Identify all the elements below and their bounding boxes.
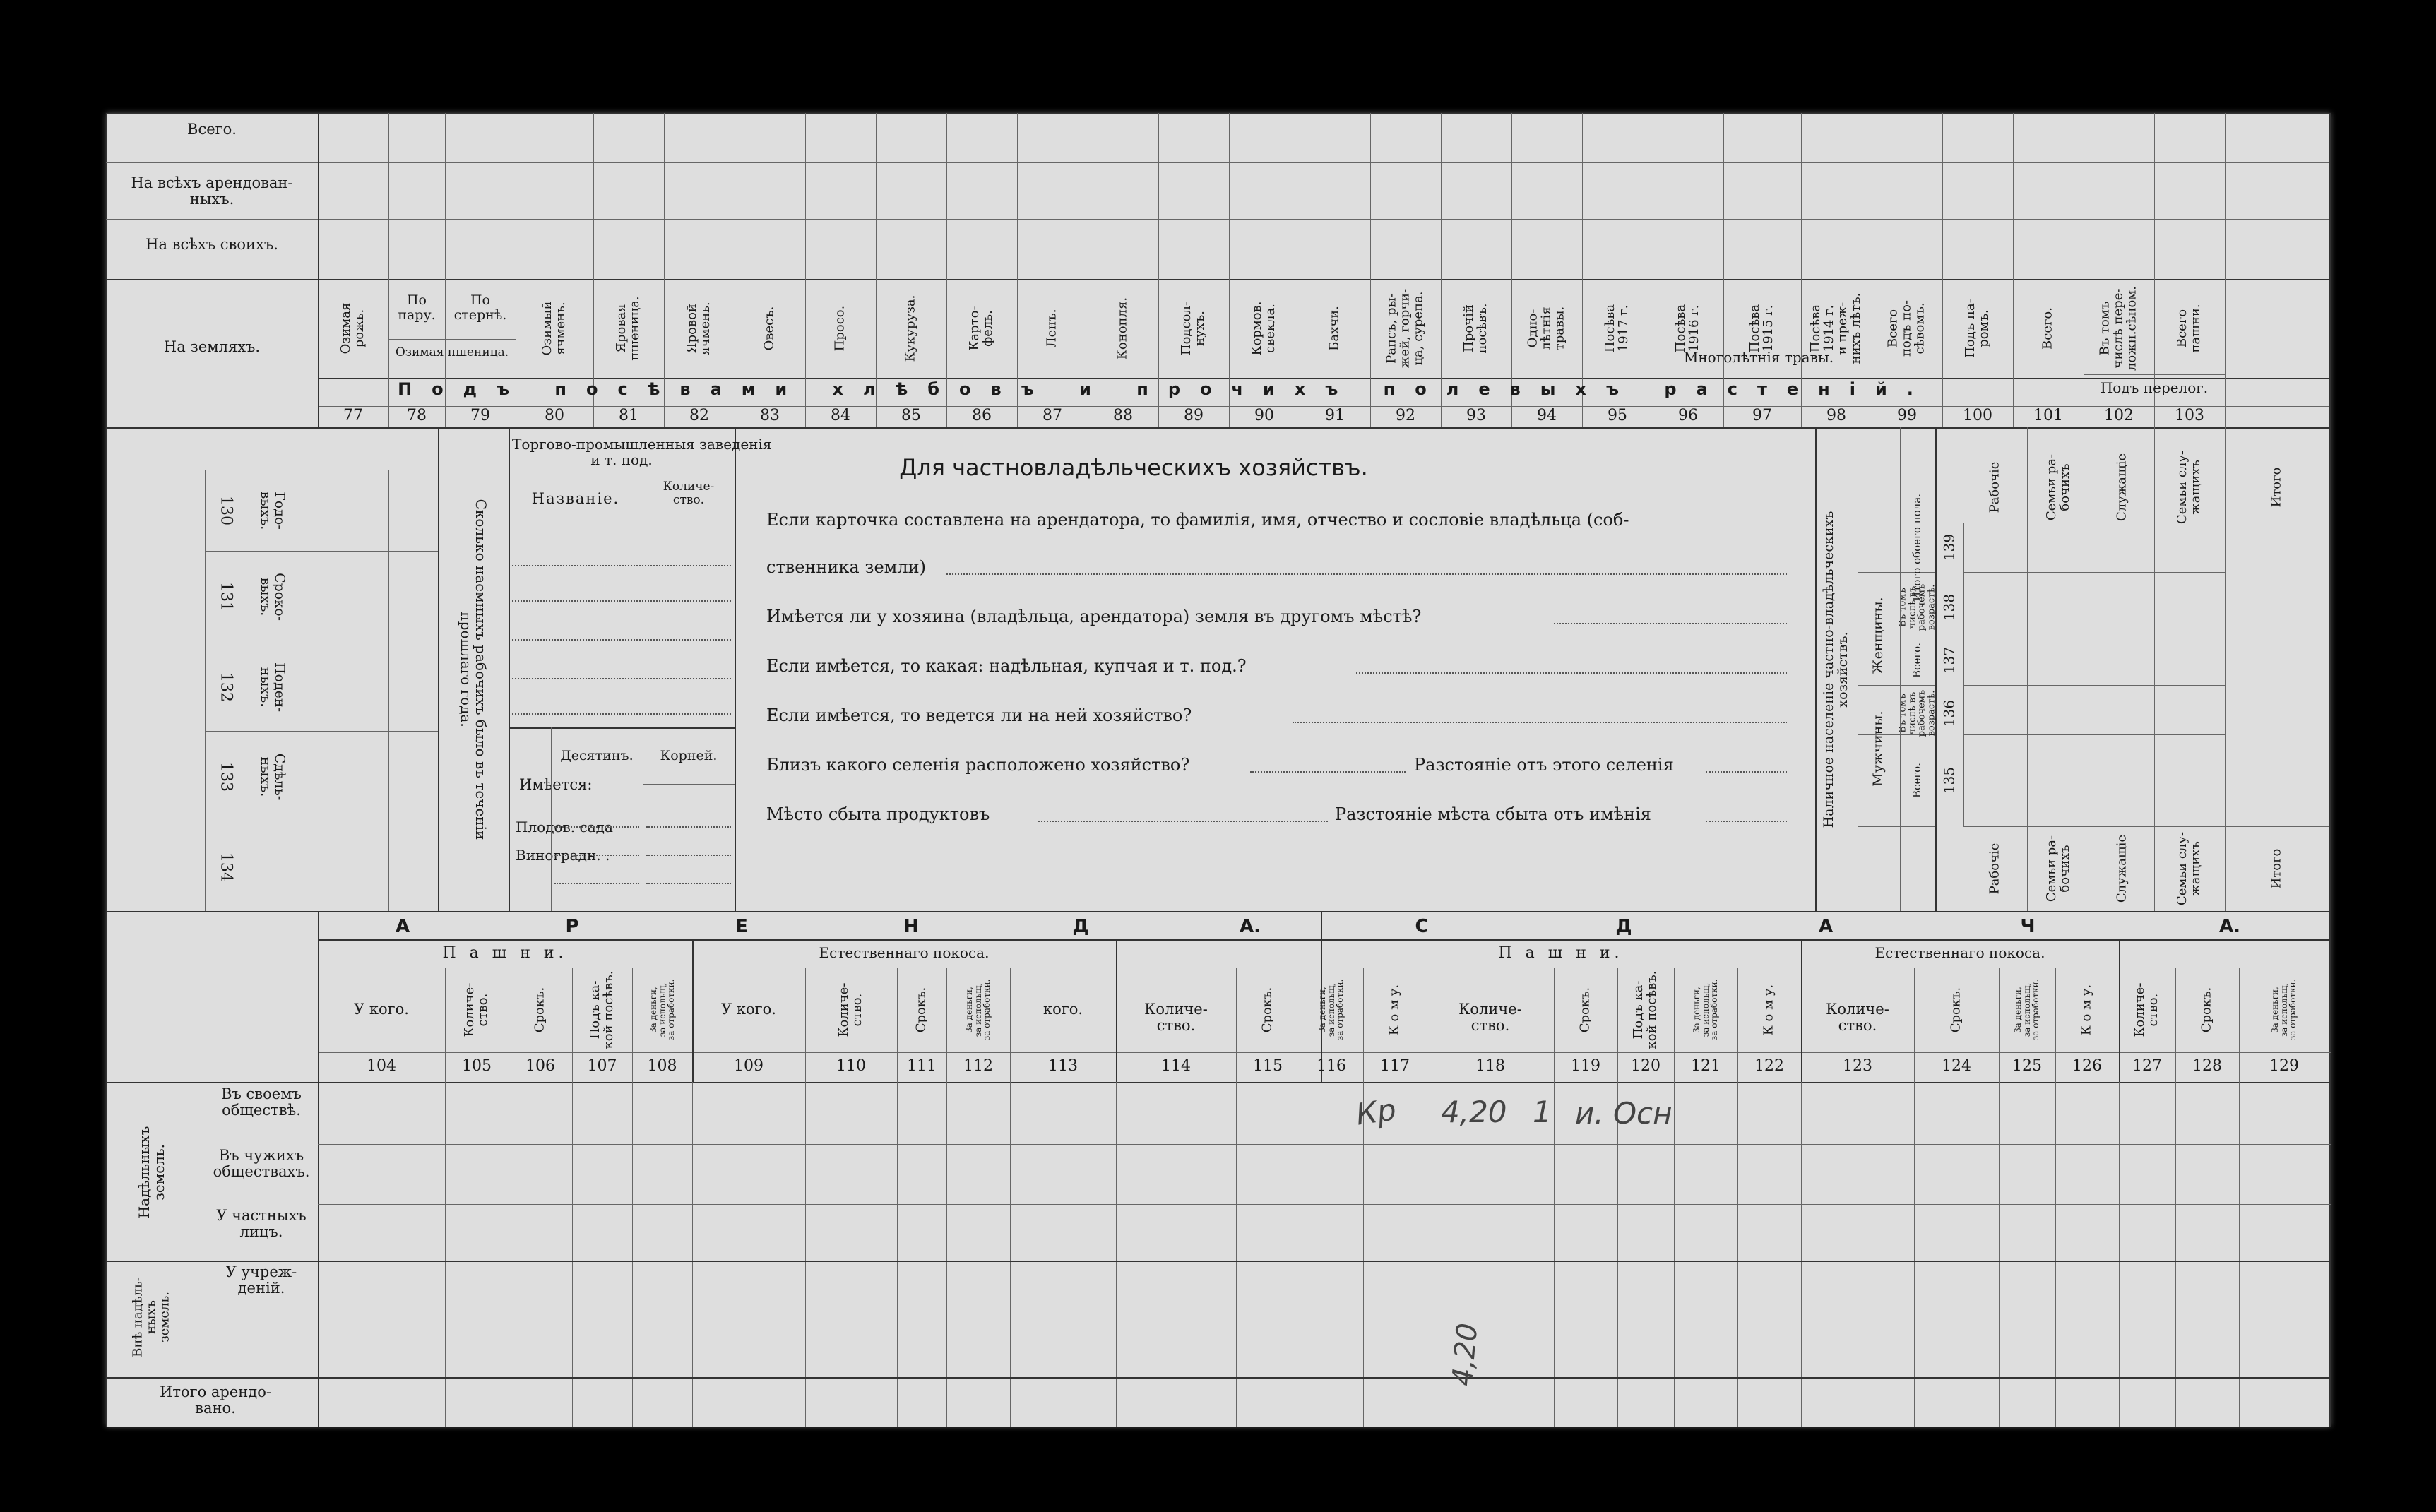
dotted-line bbox=[1293, 722, 1787, 723]
rule-v bbox=[897, 968, 898, 1427]
bottom-column-number: 117 bbox=[1380, 1057, 1410, 1075]
trade-qty: Количе- ство. bbox=[663, 480, 715, 507]
sdacha-letter: А. bbox=[2219, 916, 2240, 937]
rule-v bbox=[1617, 968, 1618, 1427]
right-col-header: Рабочiе bbox=[1987, 461, 2002, 513]
column-number: 94 bbox=[1537, 407, 1557, 424]
sdacha-letter: С bbox=[1415, 916, 1429, 937]
bottom-column-number: 108 bbox=[647, 1057, 677, 1075]
column-header: Посѣва 1917 г. bbox=[1603, 304, 1631, 353]
bottom-column-number: 105 bbox=[462, 1057, 492, 1075]
column-header: Посѣва 1915 г. bbox=[1747, 304, 1776, 353]
pod-posevami-banner: Подъ посѣвами хлѣбовъ и прочихъ полевыхъ растенiй. bbox=[398, 379, 1933, 399]
rule-v bbox=[205, 470, 206, 911]
rule-v bbox=[106, 113, 107, 1427]
rule-h bbox=[318, 939, 2331, 941]
column-header: Рапсъ, ры- жей, горчи- ца, сурепа. bbox=[1384, 288, 1426, 369]
left-col-label: Сроко- выхъ. bbox=[258, 573, 287, 621]
rule-h bbox=[106, 911, 2331, 912]
bottom-column-header: Срокъ. bbox=[1577, 987, 1593, 1033]
question-6a: Мѣсто сбыта продуктовъ bbox=[766, 804, 990, 824]
rule-v bbox=[2239, 968, 2240, 1427]
right-col-footer: Семьи слу- жащихъ bbox=[2175, 831, 2203, 906]
bottom-column-header: За деньги, за испольщ, за отработки. bbox=[648, 979, 676, 1041]
column-number: 85 bbox=[901, 407, 921, 424]
row-label: Въ чужихъ обществахъ. bbox=[213, 1147, 310, 1181]
column-header: Овесъ. bbox=[761, 306, 777, 351]
bottom-column-header: кого. bbox=[1042, 1001, 1083, 1018]
rule-v bbox=[2329, 113, 2331, 427]
rule-v bbox=[1674, 968, 1675, 1427]
right-col-footer: Итого bbox=[2269, 848, 2284, 889]
dotted-line bbox=[512, 565, 731, 566]
right-col-footer: Рабочiе bbox=[1987, 843, 2002, 895]
column-number: 93 bbox=[1466, 407, 1486, 424]
handwritten-entry: Кр bbox=[1353, 1092, 1398, 1132]
rule-v bbox=[735, 427, 736, 911]
rule-v bbox=[318, 911, 319, 1427]
row-label: Итого арендо- вано. bbox=[160, 1383, 271, 1417]
handwritten-entry: и. Осн bbox=[1575, 1096, 1672, 1131]
column-header: Всего подъ по- сѣвомъ. bbox=[1885, 299, 1927, 357]
rule-h bbox=[1963, 734, 2225, 735]
left-col-label: Поден- ныхъ. bbox=[258, 662, 287, 712]
column-number: 102 bbox=[2104, 407, 2134, 424]
left-col-number: 130 bbox=[217, 495, 235, 525]
rule-h bbox=[106, 113, 2331, 114]
bottom-column-header: К о м у. bbox=[2079, 984, 2094, 1036]
column-number: 77 bbox=[343, 407, 363, 424]
bottom-column-header: Срокъ. bbox=[1948, 987, 1963, 1033]
bottom-column-number: 122 bbox=[1754, 1057, 1784, 1075]
handwritten-entry: 4,20 bbox=[1441, 1095, 1507, 1129]
arenda-letter: Н bbox=[903, 916, 919, 937]
pokos-header: Естественнаго покоса. bbox=[819, 944, 990, 961]
column-header: По пару. bbox=[398, 292, 436, 323]
row-label: На всѣхъ своихъ. bbox=[145, 236, 278, 253]
column-header: По стернѣ. bbox=[453, 292, 507, 323]
rule-h bbox=[1858, 572, 1935, 573]
sdacha-letter: Ч bbox=[2020, 916, 2036, 937]
dotted-line bbox=[1706, 821, 1787, 822]
vinograd-label: Виноградн. . bbox=[516, 847, 610, 864]
left-col-number: 133 bbox=[217, 762, 235, 792]
arenda-letter: Е bbox=[735, 916, 748, 937]
column-number: 87 bbox=[1042, 407, 1062, 424]
rule-v bbox=[632, 968, 633, 1427]
bottom-column-header: Срокъ. bbox=[1259, 987, 1275, 1033]
right-col-footer: Служащiе bbox=[2114, 834, 2129, 903]
rule-h bbox=[318, 1144, 2331, 1145]
left-col-label: Годо- выхъ. bbox=[258, 491, 287, 530]
rab-vozr-label: Въ томъ числѣ въ рабочемъ возрастѣ. bbox=[1897, 689, 1937, 737]
mnogolet-header: Многолѣтнiя травы. bbox=[1683, 349, 1834, 366]
bottom-column-header: Срокъ. bbox=[913, 987, 929, 1033]
arenda-letter: Д bbox=[1072, 916, 1089, 937]
column-number: 99 bbox=[1897, 407, 1917, 424]
vsego-label: Всего. bbox=[1911, 643, 1924, 678]
rule-h bbox=[509, 727, 735, 729]
bottom-column-number: 121 bbox=[1691, 1057, 1721, 1075]
column-header: Яровая пшеница. bbox=[614, 296, 642, 361]
question-5b: Разстоянiе отъ этого селенiя bbox=[1414, 755, 1674, 775]
column-header: Кукуруза. bbox=[903, 294, 918, 362]
bottom-column-number: 124 bbox=[1942, 1057, 1971, 1075]
bottom-column-header: К о м у. bbox=[1761, 984, 1776, 1036]
bottom-column-header: Срокъ. bbox=[532, 987, 547, 1033]
census-card-sheet bbox=[106, 113, 2331, 1427]
bottom-column-number: 114 bbox=[1161, 1057, 1191, 1075]
rule-v bbox=[1236, 968, 1237, 1427]
row-label: На всѣхъ арендован- ныхъ. bbox=[131, 174, 293, 208]
rule-h bbox=[106, 1377, 2331, 1379]
left-col-number: 131 bbox=[217, 582, 235, 612]
arenda-letter: Р bbox=[565, 916, 579, 937]
bottom-column-number: 123 bbox=[1843, 1057, 1872, 1075]
left-col-label: Сдѣль- ныхъ. bbox=[258, 753, 287, 801]
bottom-column-header: За деньги, за испольщ, за отработки. bbox=[1317, 979, 1345, 1041]
column-number: 78 bbox=[407, 407, 427, 424]
column-number: 79 bbox=[470, 407, 490, 424]
column-header: Посѣва 1914 г. и преж- нихъ лѣтъ. bbox=[1808, 292, 1863, 364]
rule-v bbox=[2055, 968, 2056, 1427]
rab-vozr-label: Въ томъ числѣ въ рабочемъ возрастѣ. bbox=[1897, 583, 1937, 631]
trade-name: Названiе. bbox=[531, 490, 620, 507]
bottom-column-header: Подъ ка- кой посѣвъ. bbox=[587, 970, 616, 1049]
arenda-letter: А. bbox=[1240, 916, 1261, 937]
desyatin-header: Десятинъ. bbox=[560, 748, 634, 763]
rule-h bbox=[643, 784, 735, 785]
rule-h bbox=[2084, 374, 2225, 375]
rule-v bbox=[572, 968, 573, 1427]
column-header: Подсол- нухъ. bbox=[1179, 301, 1207, 356]
bottom-column-header: Количе- ство. bbox=[2132, 982, 2161, 1037]
dotted-line bbox=[1250, 771, 1406, 773]
dotted-line bbox=[1554, 623, 1787, 624]
rule-v bbox=[1963, 523, 1964, 826]
bottom-column-number: 115 bbox=[1253, 1057, 1283, 1075]
bottom-column-header: За деньги, за испольщ, за отработки. bbox=[2270, 979, 2298, 1041]
pashni-header: П а ш н и. bbox=[1498, 944, 1624, 962]
dotted-line bbox=[646, 883, 731, 884]
column-header: Всего. bbox=[2040, 307, 2055, 350]
left-col-number: 134 bbox=[217, 852, 235, 882]
bottom-column-header: За деньги, за испольщ, за отработки. bbox=[964, 979, 992, 1041]
bottom-column-number: 128 bbox=[2192, 1057, 2222, 1075]
rule-v bbox=[1900, 523, 1901, 826]
rule-v bbox=[946, 968, 947, 1427]
pop-number: 138 bbox=[1940, 593, 1958, 621]
pod-perelog-header: Подъ перелог. bbox=[2100, 379, 2209, 396]
dotted-line bbox=[512, 639, 731, 641]
rule-h bbox=[106, 162, 2331, 163]
bottom-column-header: У кого. bbox=[721, 1001, 776, 1018]
bottom-column-number: 110 bbox=[836, 1057, 866, 1075]
rule-v bbox=[551, 727, 552, 911]
rule-v bbox=[2013, 113, 2014, 427]
pop-number: 135 bbox=[1940, 766, 1958, 794]
dotted-line bbox=[554, 826, 639, 828]
rule-v bbox=[1935, 427, 1937, 911]
column-number: 91 bbox=[1325, 407, 1345, 424]
pashni-header: П а ш н и. bbox=[442, 944, 568, 962]
dotted-line bbox=[512, 678, 731, 679]
sdacha-letter: А bbox=[1818, 916, 1834, 937]
rule-v bbox=[1815, 427, 1817, 911]
workers-title: Сколько наемныхъ рабочихъ было въ теченiи прошлаго года. bbox=[458, 499, 489, 840]
rule-v bbox=[388, 470, 389, 911]
private-title: Для частновладѣльческихъ хозяйствъ. bbox=[899, 454, 1368, 481]
dotted-line bbox=[554, 855, 639, 856]
column-header: Озимая рожь. bbox=[338, 302, 367, 355]
bottom-column-header: У кого. bbox=[354, 1001, 409, 1018]
rule-v bbox=[2027, 427, 2028, 911]
rule-h bbox=[106, 427, 2331, 429]
column-header: Просо. bbox=[832, 305, 848, 352]
question-3: Если имѣется, то какая: надѣльная, купчая и т. под.? bbox=[766, 656, 1247, 676]
dotted-line bbox=[1038, 821, 1328, 822]
column-number: 101 bbox=[2033, 407, 2063, 424]
question-4: Если имѣется, то ведется ли на ней хозяйство? bbox=[766, 706, 1192, 725]
rule-h bbox=[205, 731, 438, 732]
rule-h bbox=[318, 1204, 2331, 1205]
column-number: 96 bbox=[1678, 407, 1698, 424]
column-number: 84 bbox=[831, 407, 850, 424]
right-col-header: Семьи слу- жащихъ bbox=[2175, 450, 2203, 525]
bottom-column-number: 107 bbox=[587, 1057, 617, 1075]
group-vne: Внѣ надѣль- ныхъ земель. bbox=[130, 1277, 172, 1357]
sdacha-letter: Д bbox=[1615, 916, 1632, 937]
rule-v bbox=[445, 968, 446, 1427]
bottom-column-header: Подъ ка- кой посѣвъ. bbox=[1631, 970, 1659, 1049]
column-header: Карто- фель. bbox=[967, 306, 995, 351]
right-col-footer: Семьи ра- бочихъ bbox=[2044, 835, 2072, 903]
rule-h bbox=[1858, 685, 1935, 686]
bottom-column-number: 111 bbox=[907, 1057, 937, 1075]
imeetsya-label: Имѣется: bbox=[519, 776, 593, 793]
plodov-label: Плодов. сада bbox=[516, 818, 613, 835]
bottom-column-header: За деньги, за испольщ, за отработки. bbox=[1692, 979, 1720, 1041]
dotted-line bbox=[554, 883, 639, 884]
pop-number: 137 bbox=[1940, 646, 1958, 674]
question-2: Имѣется ли у хозяина (владѣльца, арендатора) земля въ другомъ мѣстѣ? bbox=[766, 607, 1422, 626]
rule-v bbox=[2225, 113, 2226, 427]
column-number: 89 bbox=[1184, 407, 1204, 424]
handwritten-entry: 1 bbox=[1533, 1095, 1552, 1129]
dotted-line bbox=[512, 600, 731, 602]
handwritten-entry-total: 4,20 bbox=[1446, 1321, 1485, 1388]
column-number: 81 bbox=[619, 407, 638, 424]
rule-h bbox=[318, 1052, 2331, 1053]
rule-v bbox=[1737, 968, 1738, 1427]
column-number: 103 bbox=[2175, 407, 2204, 424]
nalichnoe-title: Наличное населенiе частно-владѣльческихъ хозяйствъ. bbox=[1821, 511, 1850, 828]
bottom-column-number: 120 bbox=[1631, 1057, 1660, 1075]
question-1: Если карточка составлена на арендатора, то фамилiя, имя, отчество и сословiе владѣльца (соб- bbox=[766, 510, 1629, 530]
rule-v bbox=[1010, 968, 1011, 1427]
bottom-column-header: За деньги, за испольщ, за отработки. bbox=[2013, 979, 2041, 1041]
bottom-column-header: Количе- ство. bbox=[1144, 1001, 1208, 1035]
column-header: Бахчи. bbox=[1326, 306, 1342, 351]
pop-number: 139 bbox=[1940, 533, 1958, 561]
trade-title: Торгово-промышленныя заведенiя и т. под. bbox=[512, 436, 772, 468]
question-5a: Близъ какого селенiя расположено хозяйство? bbox=[766, 755, 1190, 775]
column-number: 95 bbox=[1608, 407, 1627, 424]
rule-v bbox=[1999, 968, 2000, 1427]
rule-h bbox=[106, 219, 2331, 220]
left-col-number: 132 bbox=[217, 672, 235, 702]
column-number: 90 bbox=[1254, 407, 1274, 424]
rule-h bbox=[1963, 826, 2329, 827]
column-header: Кормов. свекла. bbox=[1249, 301, 1278, 356]
row-label: У учреж- денiй. bbox=[225, 1263, 297, 1297]
rule-v bbox=[2175, 968, 2176, 1427]
bottom-column-number: 116 bbox=[1317, 1057, 1346, 1075]
vsego-label: Всего. bbox=[1911, 763, 1924, 798]
muzh-label: Мужчины. bbox=[1870, 710, 1887, 787]
rule-h bbox=[106, 279, 2331, 280]
column-header: Озимый ячмень. bbox=[540, 301, 568, 356]
column-header: Одно- лѣтнiя травы. bbox=[1525, 306, 1567, 351]
column-number: 97 bbox=[1752, 407, 1772, 424]
rule-v bbox=[1914, 968, 1915, 1427]
dotted-line bbox=[646, 826, 731, 828]
rule-v bbox=[1363, 968, 1364, 1427]
rule-v bbox=[509, 427, 510, 911]
column-header: Ленъ. bbox=[1044, 309, 1059, 348]
ozimaya-header: Озимая пшеница. bbox=[395, 345, 509, 359]
rule-h bbox=[205, 551, 438, 552]
rule-h bbox=[388, 339, 516, 340]
column-number: 86 bbox=[972, 407, 992, 424]
column-header: Посѣва 1916 г. bbox=[1673, 304, 1701, 353]
right-col-header: Семьи ра- бочихъ bbox=[2044, 453, 2072, 521]
question-6b: Разстоянiе мѣста сбыта отъ имѣнiя bbox=[1335, 804, 1651, 824]
column-header: Въ томъ числѣ пере- ложн.сѣном. bbox=[2097, 285, 2139, 371]
right-col-header: Служащiе bbox=[2114, 453, 2129, 522]
column-number: 98 bbox=[1826, 407, 1846, 424]
rule-h bbox=[106, 1082, 2331, 1083]
rule-h bbox=[1963, 685, 2225, 686]
right-col-header: Итого bbox=[2269, 467, 2284, 508]
dotted-line bbox=[946, 573, 1787, 575]
column-number: 80 bbox=[545, 407, 564, 424]
bottom-column-number: 104 bbox=[367, 1057, 396, 1075]
bottom-column-number: 127 bbox=[2132, 1057, 2162, 1075]
column-header: Яровой ячмень. bbox=[684, 302, 713, 355]
rule-h bbox=[1858, 826, 1935, 827]
bottom-column-number: 109 bbox=[734, 1057, 764, 1075]
rule-v bbox=[2154, 427, 2155, 911]
bottom-column-header: Количе- ство. bbox=[836, 982, 865, 1037]
question-1b: ственника земли) bbox=[766, 557, 926, 577]
column-number: 83 bbox=[760, 407, 780, 424]
bottom-column-number: 126 bbox=[2072, 1057, 2102, 1075]
bottom-column-header: Срокъ. bbox=[2199, 987, 2214, 1033]
bottom-column-number: 118 bbox=[1475, 1057, 1505, 1075]
bottom-column-header: Количе- ство. bbox=[1826, 1001, 1889, 1035]
zhen-label: Женщины. bbox=[1870, 597, 1887, 674]
pokos-header: Естественнаго покоса. bbox=[1874, 944, 2045, 961]
rule-h bbox=[106, 1261, 2331, 1262]
column-number: 82 bbox=[689, 407, 709, 424]
dotted-line bbox=[512, 713, 731, 715]
row-label: У частныхъ лицъ. bbox=[216, 1207, 307, 1241]
rule-v bbox=[438, 427, 439, 911]
pop-number: 136 bbox=[1940, 699, 1958, 727]
column-header: Всего пашни. bbox=[2175, 304, 2203, 353]
dotted-line bbox=[1356, 672, 1787, 674]
dotted-line bbox=[1706, 771, 1787, 773]
rule-v bbox=[2225, 427, 2226, 911]
row-label-na-zemlyah: На земляхъ. bbox=[163, 338, 261, 355]
arenda-letter: А bbox=[395, 916, 410, 937]
bottom-column-number: 129 bbox=[2269, 1057, 2299, 1075]
bottom-column-number: 106 bbox=[525, 1057, 555, 1075]
row-label: Въ своемъ обществѣ. bbox=[221, 1085, 302, 1119]
column-number: 88 bbox=[1113, 407, 1133, 424]
bottom-column-number: 112 bbox=[963, 1057, 993, 1075]
dotted-line bbox=[646, 855, 731, 856]
column-header: Подъ па- ромъ. bbox=[1963, 299, 1991, 358]
bottom-column-header: Количе- ство. bbox=[1458, 1001, 1522, 1035]
bottom-column-number: 113 bbox=[1048, 1057, 1078, 1075]
rule-v bbox=[1554, 968, 1555, 1427]
rule-v bbox=[805, 968, 806, 1427]
bottom-column-header: К о м у. bbox=[1386, 984, 1402, 1036]
column-number: 100 bbox=[1963, 407, 1992, 424]
column-header: Конопля. bbox=[1115, 297, 1130, 360]
korney-header: Корней. bbox=[660, 748, 718, 763]
rule-h bbox=[1963, 572, 2225, 573]
itogo-obo-label: Итого обоего пола. bbox=[1911, 494, 1924, 601]
row-label: Всего. bbox=[187, 121, 237, 138]
bottom-column-header: Количе- ство. bbox=[462, 982, 490, 1037]
column-header: Прочiй посѣвъ. bbox=[1461, 303, 1490, 354]
bottom-column-number: 125 bbox=[2012, 1057, 2042, 1075]
bottom-column-number: 119 bbox=[1571, 1057, 1600, 1075]
column-number: 92 bbox=[1396, 407, 1415, 424]
group-nadel: Надѣльныхъ земель. bbox=[136, 1126, 167, 1219]
